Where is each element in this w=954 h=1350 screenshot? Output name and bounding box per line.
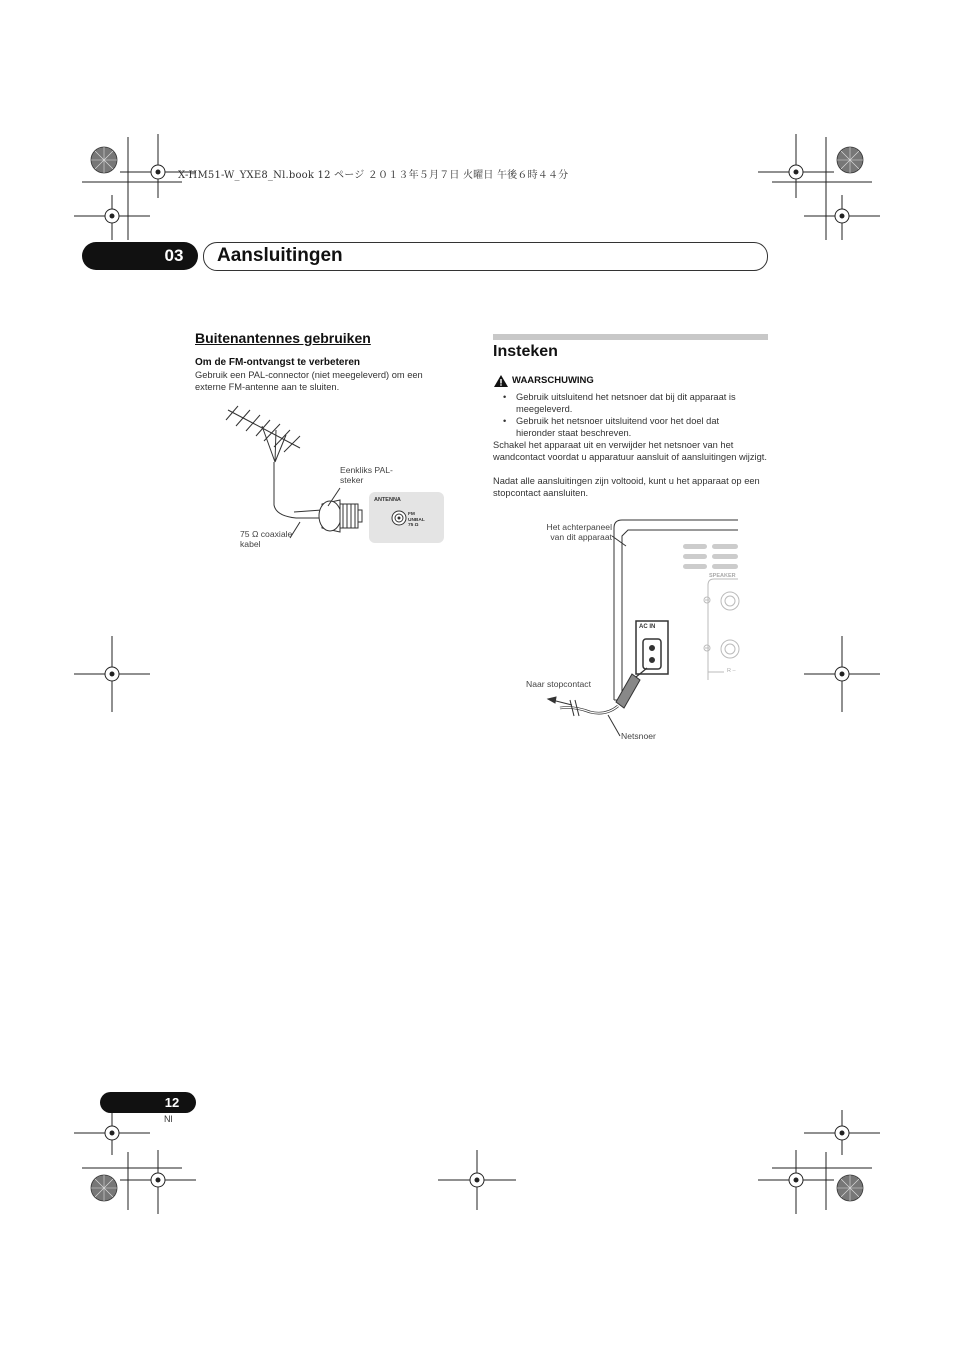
ac-in-label: AC IN xyxy=(639,624,656,630)
chapter-number: 03 xyxy=(164,246,184,265)
fm-jack-label: FM UNBAL 75 Ω xyxy=(408,512,425,529)
antenna-panel-title: ANTENNA xyxy=(374,497,401,503)
section-heading-external-antennas: Buitenantennes gebruiken xyxy=(195,330,371,346)
speaker-label: SPEAKER xyxy=(709,573,736,579)
bullet-dot: • xyxy=(503,392,507,402)
bullet-dot: • xyxy=(503,416,507,426)
language-code: Nl xyxy=(164,1114,173,1124)
antenna-instructions: Gebruik een PAL-connector (niet meegeleverd) om een externe FM-antenne aan te sluiten. xyxy=(195,370,423,392)
subheading-fm-reception: Om de FM-ontvangst te verbeteren xyxy=(195,357,361,368)
warning-bullet-2: Gebruik het netsnoer uitsluitend voor het doel dat hieronder staat beschreven. xyxy=(516,416,720,438)
page-number: 12 xyxy=(164,1095,180,1110)
pal-plug-label: Eenkliks PAL- steker xyxy=(340,465,393,486)
power-cord-label: Netsnoer xyxy=(621,731,656,741)
print-info-line: X-HM51-W_YXE8_Nl.book 12 ページ ２０１３年５月７日 火曜日 午後６時４４分 xyxy=(178,170,569,181)
coax-cable-label: 75 Ω coaxiale kabel xyxy=(240,529,293,550)
warning-label: WAARSCHUWING xyxy=(512,375,594,386)
power-paragraph-1: Schakel het apparaat uit en verwijder het netsnoer van het wandcontact voordat u apparatuur aansluit of aansluitingen wijzigt. xyxy=(493,440,767,462)
chapter-title: Aansluitingen xyxy=(217,245,343,266)
power-paragraph-2: Nadat alle aansluitingen zijn voltooid, kunt u het apparaat op een stopcontact aansluiten. xyxy=(493,476,760,498)
rear-panel-label: Het achterpaneel van dit apparaat xyxy=(546,522,612,543)
r-channel-label: R – xyxy=(727,668,736,674)
warning-bullet-1: Gebruik uitsluitend het netsnoer dat bij dit apparaat is meegeleverd. xyxy=(516,392,736,414)
section-heading-insteken: Insteken xyxy=(493,343,558,360)
outlet-label: Naar stopcontact xyxy=(526,679,591,689)
